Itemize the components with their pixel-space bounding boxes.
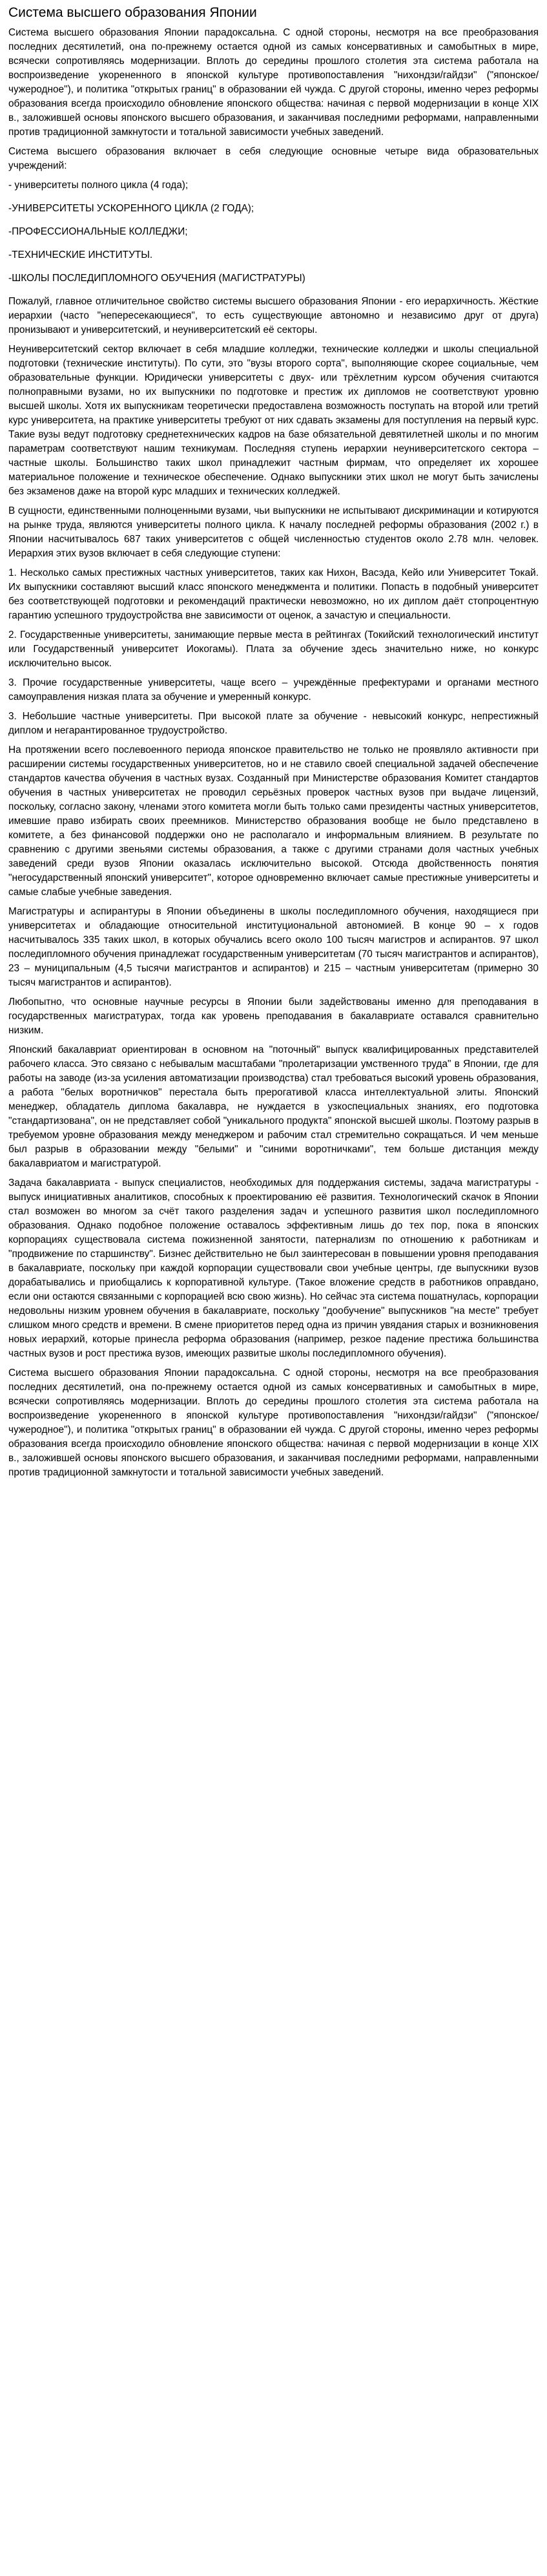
list-item: -УНИВЕРСИТЕТЫ УСКОРЕННОГО ЦИКЛА (2 ГОДА);: [8, 203, 254, 214]
hierarchy-level-3-paragraph: 3. Прочие государственные университеты, чаще всего – учреждённые префектурами и органами местного самоуправления низкая плата за обучение и умеренный конкурс.: [8, 677, 539, 702]
page-title: Система высшего образования Японии: [8, 5, 257, 20]
list-item: -ПРОФЕССИОНАЛЬНЫЕ КОЛЛЕДЖИ;: [8, 226, 188, 237]
institution-types-list: [8, 178, 539, 286]
bachelor-programs-paragraph: Японский бакалавриат ориентирован в основном на "поточный" выпуск квалифицированных представителей рабочего класса. Это связано с небывалым масштабами "пролетаризации умственного труда" в Японии, где для работы на заводе (из-за усиления автоматизации производства) стал требоваться высокий уровень образования, а работа "белых воротничков" перестала быть прерогативой класса интеллектуальной элиты. Японский менеджер, обладатель диплома бакалавра, не нуждается в узкоспециальных знаниях, его подготовка "стандартизована", он не представляет собой "уникального продукта" японской высшей школы. Поэтому разрыв в требуемом уровне образования между менеджером и рабочим стал стремительно сокращаться. И чем меньше был разрыв в образовании между "белыми" и "синими воротничками", тем больше дистанция между бакалавриатом и магистратурой.: [8, 1044, 539, 1169]
hierarchy-level-4-paragraph: 3. Небольшие частные университеты. При высокой плате за обучение - невысокий конкурс, непрестижный диплом и негарантированное трудоустройство.: [8, 711, 539, 736]
structure-intro-paragraph: Система высшего образования включает в себя следующие основные четыре вида образовательных учреждений:: [8, 146, 539, 171]
postwar-policy-paragraph: На протяжении всего послевоенного периода японское правительство не только не проявляло активности при расширении системы государственных университетов, но и не ставило своей специальной задачей обеспечение стандартов качества обучения в частных вузах. Созданный при Министерстве образования Комитет стандартов обучения в частных университетах не проводил серьёзных проверок частных вузов при выдаче лицензий, поскольку, согласно закону, членами этого комитета могли быть только сами президенты частных университетов, имевшие право избирать своих преемников. Министерство образования вообще не было представлено в комитете, а без финансовой поддержки оно не располагало и информальным влиянием. В результате по сравнению с другими звеньями системы образования, а также с другими странами доля частных учебных заведений среди вузов Японии оказалась исключительно высокой. Отсюда двойственность понятия "негосударственный японский университет", которое одновременно включает самые престижные университеты и самые слабые учебные заведения.: [8, 744, 539, 898]
full-cycle-universities-paragraph: В сущности, единственными полноценными вузами, чьи выпускники не испытывают дискриминации и котируются на рынке труда, являются университеты полного цикла. К началу последней реформы образования (2002 г.) в Японии насчитывалось 687 таких университетов с общей численностью студентов около 2.78 млн. человек. Иерархия этих вузов включает в себя следующие ступени:: [8, 505, 539, 559]
list-item: - университеты полного цикла (4 года);: [8, 180, 189, 191]
research-resources-paragraph: Любопытно, что основные научные ресурсы в Японии были задействованы именно для преподавания в государственных магистратурах, тогда как уровень преподавания в бакалавриате оставался сравнительно низким.: [8, 997, 539, 1036]
non-university-sector-paragraph: Неуниверситетский сектор включает в себя младшие колледжи, технические колледжи и школы специальной подготовки (технические институты). По сути, это "вузы второго сорта", выполняющие скорее социальные, чем образовательные функции. Юридически университеты с двух- или трёхлетним курсом обучения считаются полноправными вузами, но их выпускники по подготовке и престиж их дипломов не соответствуют уровню высшей школы. Хотя их выпускникам теоретически предоставлена возможность поступать на второй или третий курс университета, на практике университеты требуют от них сдавать экзамены для поступления на первый курс. Такие вузы ведут подготовку среднетехнических кадров на базе обязательной девятилетней школы и по многим параметрам соответствуют нашим техникумам. Последняя ступень иерархии неуниверситетского сектора – частные школы. Большинство таких школ принадлежит частным фирмам, что определяет их хорошее материальное положение и техническое обеспечение. Однако выпускники этих школ не могут быть зачислены без экзаменов даже на второй курс младших и технических колледжей.: [8, 344, 539, 497]
list-item: -ТЕХНИЧЕСКИЕ ИНСТИТУТЫ.: [8, 249, 153, 260]
list-item: -ШКОЛЫ ПОСЛЕДИПЛОМНОГО ОБУЧЕНИЯ (МАГИСТРАТУРЫ): [8, 273, 305, 284]
hierarchy-level-1-paragraph: 1. Несколько самых престижных частных университетов, таких как Нихон, Васэда, Кейо или Университет Токай. Их выпускники составляют высший класс японского менеджмента и политики. Попасть в подобный университет без соответствующей подготовки и рекомендаций практически невозможно, но их диплом даёт стопроцентную гарантию успешного трудоустройства вне зависимости от оценок, а зачастую и специальности.: [8, 567, 539, 621]
graduate-schools-paragraph: Магистратуры и аспирантуры в Японии объединены в школы последипломного обучения, находящиеся при университетах и обладающие относительной институциональной автономией. В конце 90 – х годов насчитывалось 335 таких школ, в которых обучались всего около 100 тысяч магистров и аспирантов. 97 школ последипломного обучения принадлежат государственным университетам (70 тысяч магистрантов и аспирантов), 23 – муниципальным (4,5 тысячи магистрантов и аспирантов) и 215 – частным университетам (примерно 30 тысяч магистрантов и аспирантов).: [8, 906, 539, 988]
intro-paragraph: Система высшего образования Японии парадоксальна. С одной стороны, несмотря на все преобразования последних десятилетий, она по-прежнему остается одной из самых консервативных и самобытных в мире, всячески сопротивляясь модернизации. Вплоть до середины прошлого столетия эта система работала на воспроизведение укорененного в японской культуре противопоставления "нихондзи/гайдзи" ("японское/чужеродное"), и политика "открытых границ" в образовании ей чужда. С другой стороны, именно через реформы образования всегда происходило обновление японского общества: начиная с первой модернизации в конце XIX в., заложившей основы японского высшего образования, и заканчивая последними реформами, направленными против традиционной замкнутости и тотальной зависимости учебных заведений.: [8, 27, 539, 138]
hierarchy-level-2-paragraph: 2. Государственные университеты, занимающие первые места в рейтингах (Токийский технологический институт или Государственный университет Иокогамы). Плата за обучение здесь значительно ниже, но конкурс исключительно высок.: [8, 629, 539, 669]
repeated-intro-paragraph: Система высшего образования Японии парадоксальна. С одной стороны, несмотря на все преобразования последних десятилетий, она по-прежнему остается одной из самых консервативных и самобытных в мире, всячески сопротивляясь модернизации. Вплоть до середины прошлого столетия эта система работала на воспроизведение укорененного в японской культуре противопоставления "нихондзи/гайдзи" ("японское/чужеродное"), и политика "открытых границ" в образовании ей чужда. С другой стороны, именно через реформы образования всегда происходило обновление японского общества: начиная с первой модернизации в конце XIX в., заложившей основы японского высшего образования, и заканчивая последними реформами, направленными против традиционной замкнутости и тотальной зависимости учебных заведений.: [8, 1367, 539, 1478]
bachelor-master-tasks-paragraph: Задача бакалавриата - выпуск специалистов, необходимых для поддержания системы, задача магистратуры - выпуск инициативных аналитиков, способных к проектированию её развития. Технологический скачок в Японии стал возможен во многом за счёт такого разделения задач и успешного развития школ последипломного образования. Однако подобное положение оставалось эффективным лишь до тех пор, пока в японских корпорациях существовала система пожизненной занятости, патернализм по отношению к работникам и "продвижение по старшинству". Бизнес действительно не был заинтересован в повышении уровня преподавания в бакалавриате, поскольку при каждой корпорации существовали свои учебные центры, где выпускники вузов дорабатывались и приобщались к корпоративной культуре. (Такое вложение средств в работников оправдано, если они остаются связанными с корпорацией всю свою жизнь). Но сейчас эта система пошатнулась, корпорации недовольны низким уровнем обучения в бакалавриате, поскольку "дообучение" выпускников "на месте" требует слишком много средств и времени. В смене приоритетов перед одна из причин увядания старых и возникновения новых иерархий, которые принесла реформа образования (например, резкое падение престижа большинства частных вузов и рост престижа вузов, имеющих развитые школы последипломного обучения).: [8, 1177, 539, 1359]
hierarchy-paragraph: Пожалуй, главное отличительное свойство системы высшего образования Японии - его иерархичность. Жёсткие иерархии (часто "непересекающиеся", то есть существующие автономно и независимо друг от друга) пронизывают и университетский, и неуниверситетский её секторы.: [8, 296, 539, 335]
